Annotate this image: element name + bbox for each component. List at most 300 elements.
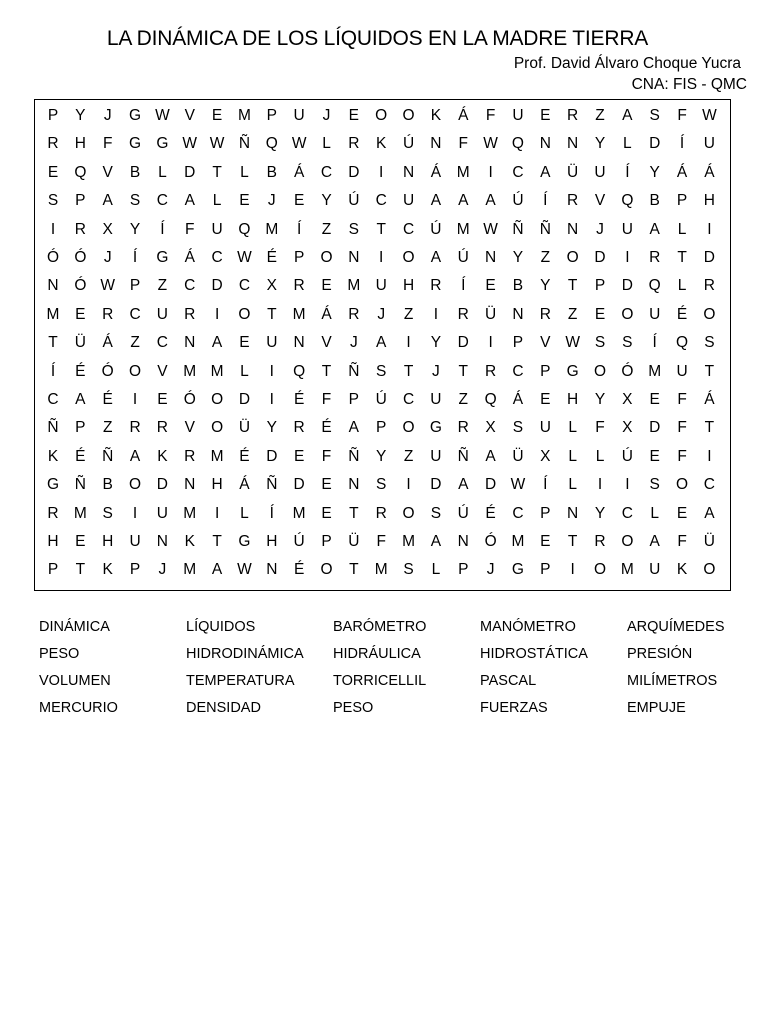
- grid-letter[interactable]: D: [703, 249, 715, 266]
- grid-letter[interactable]: O: [238, 305, 251, 323]
- grid-letter[interactable]: É: [676, 305, 688, 323]
- grid-letter[interactable]: D: [184, 163, 196, 181]
- grid-letter[interactable]: E: [540, 107, 551, 124]
- grid-letter[interactable]: É: [102, 391, 113, 408]
- grid-letter[interactable]: E: [321, 476, 332, 494]
- grid-letter[interactable]: M: [456, 163, 470, 181]
- grid-letter[interactable]: M: [456, 220, 470, 238]
- grid-letter[interactable]: D: [156, 476, 168, 494]
- grid-letter[interactable]: É: [485, 504, 496, 522]
- grid-letter[interactable]: F: [185, 220, 195, 238]
- grid-letter[interactable]: É: [75, 447, 86, 465]
- grid-letter[interactable]: P: [540, 362, 551, 380]
- grid-letter[interactable]: O: [593, 561, 607, 579]
- grid-letter[interactable]: Á: [321, 305, 332, 323]
- grid-letter[interactable]: Ó: [484, 533, 497, 550]
- grid-letter[interactable]: D: [484, 476, 497, 494]
- grid-letter[interactable]: E: [293, 447, 305, 465]
- grid-letter[interactable]: O: [402, 107, 415, 124]
- grid-letter[interactable]: P: [75, 419, 86, 437]
- grid-letter[interactable]: L: [158, 163, 167, 181]
- grid-letter[interactable]: Ñ: [348, 447, 360, 465]
- grid-letter[interactable]: K: [47, 447, 59, 465]
- grid-letter[interactable]: Ó: [183, 391, 196, 408]
- grid-letter[interactable]: S: [47, 192, 59, 210]
- grid-letter[interactable]: R: [594, 533, 606, 550]
- grid-letter[interactable]: O: [402, 504, 415, 522]
- grid-letter[interactable]: R: [539, 305, 551, 323]
- grid-letter[interactable]: A: [184, 192, 195, 210]
- grid-letter[interactable]: Y: [376, 447, 387, 465]
- grid-letter[interactable]: Y: [430, 334, 442, 352]
- grid-letter[interactable]: Z: [567, 305, 578, 323]
- grid-letter[interactable]: D: [430, 476, 442, 494]
- grid-letter[interactable]: I: [132, 391, 138, 408]
- grid-letter[interactable]: Y: [594, 391, 606, 408]
- grid-letter[interactable]: A: [540, 163, 551, 181]
- grid-letter[interactable]: A: [458, 192, 469, 210]
- grid-letter[interactable]: K: [157, 447, 168, 465]
- grid-letter[interactable]: I: [488, 163, 493, 181]
- grid-letter[interactable]: I: [269, 391, 274, 408]
- grid-letter[interactable]: E: [75, 533, 86, 550]
- grid-letter[interactable]: O: [211, 391, 224, 408]
- grid-letter[interactable]: J: [322, 107, 331, 124]
- grid-letter[interactable]: N: [457, 533, 469, 550]
- grid-letter[interactable]: J: [349, 334, 358, 352]
- grid-letter[interactable]: Z: [321, 220, 332, 238]
- grid-letter[interactable]: K: [184, 533, 195, 550]
- grid-letter[interactable]: C: [621, 504, 633, 522]
- grid-letter[interactable]: D: [649, 419, 661, 437]
- grid-letter[interactable]: R: [703, 277, 715, 295]
- grid-letter[interactable]: S: [102, 504, 113, 522]
- grid-letter[interactable]: E: [348, 107, 360, 124]
- grid-letter[interactable]: O: [320, 561, 333, 579]
- grid-letter[interactable]: C: [47, 391, 59, 408]
- grid-letter[interactable]: L: [677, 277, 687, 295]
- grid-letter[interactable]: Q: [265, 135, 278, 153]
- grid-letter[interactable]: G: [129, 135, 142, 153]
- grid-letter[interactable]: G: [429, 419, 442, 437]
- grid-letter[interactable]: R: [430, 277, 442, 295]
- grid-letter[interactable]: É: [266, 249, 277, 266]
- grid-letter[interactable]: S: [376, 362, 387, 380]
- grid-letter[interactable]: U: [402, 192, 415, 210]
- grid-letter[interactable]: B: [129, 163, 141, 181]
- grid-letter[interactable]: U: [129, 533, 141, 550]
- grid-letter[interactable]: P: [47, 561, 59, 579]
- grid-letter[interactable]: Ú: [457, 249, 469, 266]
- grid-letter[interactable]: W: [291, 135, 307, 153]
- grid-letter[interactable]: E: [321, 277, 332, 295]
- grid-letter[interactable]: P: [47, 107, 59, 124]
- grid-letter[interactable]: J: [377, 305, 386, 323]
- grid-letter[interactable]: J: [432, 362, 440, 380]
- grid-letter[interactable]: T: [376, 220, 386, 238]
- grid-letter[interactable]: L: [623, 135, 632, 153]
- grid-letter[interactable]: X: [266, 277, 277, 295]
- grid-letter[interactable]: M: [402, 533, 415, 550]
- grid-letter[interactable]: L: [212, 192, 222, 210]
- grid-letter[interactable]: E: [47, 163, 59, 181]
- grid-letter[interactable]: N: [184, 334, 196, 352]
- grid-letter[interactable]: P: [75, 192, 86, 210]
- grid-letter[interactable]: E: [649, 447, 660, 465]
- grid-letter[interactable]: T: [349, 561, 359, 579]
- grid-letter[interactable]: W: [155, 107, 170, 124]
- grid-letter[interactable]: T: [212, 533, 222, 550]
- grid-letter[interactable]: A: [458, 476, 469, 494]
- grid-letter[interactable]: N: [293, 334, 305, 352]
- grid-letter[interactable]: M: [73, 504, 87, 522]
- grid-letter[interactable]: E: [594, 305, 606, 323]
- grid-letter[interactable]: U: [430, 391, 442, 408]
- grid-letter[interactable]: Í: [543, 476, 548, 494]
- grid-letter[interactable]: G: [511, 561, 524, 579]
- grid-letter[interactable]: D: [621, 277, 633, 295]
- grid-letter[interactable]: P: [321, 533, 332, 550]
- grid-letter[interactable]: P: [293, 249, 305, 266]
- grid-letter[interactable]: D: [266, 447, 278, 465]
- grid-letter[interactable]: Ü: [512, 447, 524, 465]
- grid-letter[interactable]: L: [240, 504, 249, 522]
- grid-letter[interactable]: Q: [511, 135, 524, 153]
- grid-letter[interactable]: Ñ: [457, 447, 469, 465]
- grid-letter[interactable]: U: [430, 447, 442, 465]
- grid-letter[interactable]: P: [376, 419, 387, 437]
- grid-letter[interactable]: U: [512, 107, 524, 124]
- grid-letter[interactable]: T: [458, 362, 468, 380]
- grid-letter[interactable]: É: [293, 391, 305, 408]
- grid-letter[interactable]: O: [402, 419, 415, 437]
- grid-letter[interactable]: C: [375, 192, 387, 210]
- grid-letter[interactable]: R: [129, 419, 141, 437]
- grid-letter[interactable]: Q: [648, 277, 661, 295]
- grid-letter[interactable]: R: [184, 447, 196, 465]
- grid-letter[interactable]: K: [102, 561, 113, 579]
- grid-letter[interactable]: M: [620, 561, 634, 579]
- grid-letter[interactable]: S: [649, 476, 660, 494]
- grid-letter[interactable]: Y: [129, 220, 141, 238]
- grid-letter[interactable]: Ú: [430, 220, 442, 238]
- grid-letter[interactable]: Y: [649, 163, 660, 181]
- grid-letter[interactable]: Y: [266, 419, 277, 437]
- grid-letter[interactable]: Ü: [484, 305, 497, 323]
- grid-letter[interactable]: V: [102, 163, 113, 181]
- grid-letter[interactable]: F: [677, 447, 687, 465]
- grid-letter[interactable]: D: [348, 163, 360, 181]
- grid-letter[interactable]: H: [567, 391, 579, 408]
- grid-letter[interactable]: U: [211, 220, 223, 238]
- grid-letter[interactable]: R: [348, 135, 360, 153]
- grid-letter[interactable]: U: [539, 419, 551, 437]
- grid-letter[interactable]: R: [156, 419, 168, 437]
- grid-letter[interactable]: D: [594, 249, 606, 266]
- grid-letter[interactable]: S: [594, 334, 606, 352]
- grid-letter[interactable]: M: [648, 362, 662, 380]
- grid-letter[interactable]: A: [485, 447, 496, 465]
- grid-letter[interactable]: I: [269, 362, 274, 380]
- grid-letter[interactable]: I: [625, 476, 630, 494]
- grid-letter[interactable]: A: [75, 391, 86, 408]
- grid-letter[interactable]: N: [484, 249, 497, 266]
- grid-letter[interactable]: I: [707, 220, 712, 238]
- grid-letter[interactable]: A: [376, 334, 387, 352]
- grid-letter[interactable]: Á: [102, 334, 113, 352]
- grid-letter[interactable]: U: [375, 277, 387, 295]
- grid-letter[interactable]: N: [47, 277, 59, 295]
- grid-letter[interactable]: G: [156, 135, 169, 153]
- grid-letter[interactable]: B: [102, 476, 113, 494]
- grid-letter[interactable]: Í: [269, 504, 274, 522]
- grid-letter[interactable]: S: [348, 220, 360, 238]
- grid-letter[interactable]: T: [267, 305, 277, 323]
- grid-letter[interactable]: T: [567, 277, 578, 295]
- grid-letter[interactable]: O: [703, 305, 716, 323]
- grid-letter[interactable]: P: [540, 561, 551, 579]
- grid-letter[interactable]: Í: [652, 334, 657, 352]
- grid-letter[interactable]: S: [512, 419, 524, 437]
- grid-letter[interactable]: L: [595, 447, 605, 465]
- grid-letter[interactable]: Q: [621, 192, 634, 210]
- grid-letter[interactable]: E: [540, 533, 551, 550]
- grid-letter[interactable]: R: [102, 305, 114, 323]
- grid-letter[interactable]: W: [182, 135, 198, 153]
- grid-letter[interactable]: P: [540, 504, 551, 522]
- grid-letter[interactable]: W: [209, 135, 225, 153]
- grid-letter[interactable]: B: [512, 277, 524, 295]
- grid-letter[interactable]: G: [238, 533, 251, 550]
- grid-letter[interactable]: I: [132, 504, 138, 522]
- grid-letter[interactable]: F: [321, 391, 332, 408]
- grid-letter[interactable]: C: [129, 305, 141, 323]
- grid-letter[interactable]: Á: [458, 107, 469, 124]
- grid-letter[interactable]: U: [156, 305, 168, 323]
- grid-letter[interactable]: O: [593, 362, 607, 380]
- grid-letter[interactable]: R: [348, 305, 360, 323]
- grid-letter[interactable]: N: [430, 135, 442, 153]
- grid-letter[interactable]: X: [540, 447, 551, 465]
- grid-letter[interactable]: L: [677, 220, 687, 238]
- grid-letter[interactable]: C: [156, 334, 168, 352]
- grid-letter[interactable]: R: [484, 362, 497, 380]
- grid-letter[interactable]: M: [237, 107, 251, 124]
- grid-letter[interactable]: Z: [102, 419, 113, 437]
- grid-letter[interactable]: W: [483, 220, 498, 238]
- grid-letter[interactable]: N: [567, 504, 579, 522]
- grid-letter[interactable]: F: [677, 533, 687, 550]
- grid-letter[interactable]: S: [622, 334, 633, 352]
- grid-letter[interactable]: C: [402, 220, 415, 238]
- grid-letter[interactable]: Ü: [74, 334, 86, 352]
- grid-letter[interactable]: C: [156, 192, 168, 210]
- grid-letter[interactable]: R: [47, 504, 59, 522]
- grid-letter[interactable]: P: [512, 334, 524, 352]
- grid-letter[interactable]: X: [622, 419, 633, 437]
- grid-letter[interactable]: H: [102, 533, 114, 550]
- grid-letter[interactable]: M: [46, 305, 60, 323]
- grid-letter[interactable]: Ú: [402, 135, 415, 153]
- grid-letter[interactable]: F: [458, 135, 468, 153]
- grid-letter[interactable]: U: [621, 220, 633, 238]
- grid-letter[interactable]: M: [292, 305, 306, 323]
- grid-letter[interactable]: M: [265, 220, 279, 238]
- grid-letter[interactable]: Á: [293, 163, 305, 181]
- grid-letter[interactable]: R: [47, 135, 59, 153]
- grid-letter[interactable]: C: [320, 163, 333, 181]
- grid-letter[interactable]: O: [566, 249, 579, 266]
- grid-letter[interactable]: K: [376, 135, 387, 153]
- grid-letter[interactable]: D: [293, 476, 305, 494]
- grid-letter[interactable]: Á: [430, 163, 442, 181]
- grid-letter[interactable]: E: [293, 192, 305, 210]
- grid-letter[interactable]: O: [621, 533, 634, 550]
- grid-letter[interactable]: C: [703, 476, 715, 494]
- grid-letter[interactable]: L: [568, 476, 577, 494]
- grid-letter[interactable]: P: [266, 107, 277, 124]
- grid-letter[interactable]: Z: [130, 334, 140, 352]
- grid-letter[interactable]: Ñ: [512, 220, 524, 238]
- grid-letter[interactable]: E: [239, 334, 250, 352]
- grid-letter[interactable]: I: [488, 334, 493, 352]
- grid-letter[interactable]: Ú: [293, 533, 305, 550]
- grid-letter[interactable]: M: [210, 447, 224, 465]
- grid-letter[interactable]: É: [239, 447, 250, 465]
- grid-letter[interactable]: S: [403, 561, 414, 579]
- grid-letter[interactable]: Ú: [512, 192, 524, 210]
- grid-letter[interactable]: C: [184, 277, 196, 295]
- grid-letter[interactable]: N: [567, 220, 579, 238]
- grid-letter[interactable]: A: [211, 334, 223, 352]
- grid-letter[interactable]: T: [403, 362, 414, 380]
- grid-letter[interactable]: J: [158, 561, 167, 579]
- grid-letter[interactable]: E: [239, 192, 250, 210]
- grid-letter[interactable]: H: [211, 476, 223, 494]
- grid-letter[interactable]: T: [704, 419, 715, 437]
- grid-letter[interactable]: U: [266, 334, 278, 352]
- grid-letter[interactable]: E: [211, 107, 223, 124]
- grid-letter[interactable]: S: [430, 504, 442, 522]
- grid-letter[interactable]: Ü: [348, 533, 360, 550]
- grid-letter[interactable]: H: [402, 277, 415, 295]
- grid-letter[interactable]: W: [100, 277, 115, 295]
- grid-letter[interactable]: F: [677, 391, 687, 408]
- grid-letter[interactable]: R: [184, 305, 196, 323]
- grid-letter[interactable]: M: [183, 362, 197, 380]
- grid-letter[interactable]: R: [74, 220, 86, 238]
- grid-letter[interactable]: G: [566, 362, 579, 380]
- grid-letter[interactable]: U: [649, 561, 661, 579]
- grid-letter[interactable]: A: [622, 107, 633, 124]
- grid-letter[interactable]: W: [702, 107, 717, 124]
- grid-letter[interactable]: H: [703, 192, 715, 210]
- grid-letter[interactable]: A: [485, 192, 496, 210]
- grid-letter[interactable]: Ü: [567, 163, 579, 181]
- grid-letter[interactable]: Z: [403, 447, 414, 465]
- grid-letter[interactable]: I: [379, 163, 384, 181]
- grid-letter[interactable]: P: [594, 277, 606, 295]
- grid-letter[interactable]: E: [485, 277, 496, 295]
- grid-letter[interactable]: S: [376, 476, 387, 494]
- grid-letter[interactable]: C: [512, 504, 524, 522]
- grid-letter[interactable]: J: [103, 249, 112, 266]
- grid-letter[interactable]: Á: [676, 163, 688, 181]
- grid-letter[interactable]: Z: [595, 107, 605, 124]
- grid-letter[interactable]: T: [349, 504, 359, 522]
- grid-letter[interactable]: A: [430, 249, 442, 266]
- grid-letter[interactable]: Ó: [46, 249, 60, 266]
- grid-letter[interactable]: I: [406, 476, 411, 494]
- grid-letter[interactable]: W: [483, 135, 498, 153]
- grid-letter[interactable]: Ó: [101, 362, 114, 380]
- grid-letter[interactable]: I: [214, 504, 220, 522]
- grid-letter[interactable]: N: [567, 135, 579, 153]
- grid-letter[interactable]: C: [238, 277, 251, 295]
- grid-letter[interactable]: Í: [50, 362, 56, 380]
- grid-letter[interactable]: E: [540, 391, 551, 408]
- grid-letter[interactable]: F: [677, 107, 687, 124]
- grid-letter[interactable]: Á: [704, 163, 715, 181]
- grid-letter[interactable]: Ú: [375, 391, 387, 408]
- grid-letter[interactable]: L: [431, 561, 441, 579]
- grid-letter[interactable]: Ü: [238, 419, 251, 437]
- grid-letter[interactable]: C: [211, 249, 223, 266]
- grid-letter[interactable]: O: [375, 107, 388, 124]
- grid-letter[interactable]: Ó: [74, 277, 87, 295]
- grid-letter[interactable]: V: [184, 419, 195, 437]
- grid-letter[interactable]: N: [402, 163, 415, 181]
- grid-letter[interactable]: M: [347, 277, 361, 295]
- grid-letter[interactable]: A: [129, 447, 141, 465]
- grid-letter[interactable]: R: [649, 249, 661, 266]
- grid-letter[interactable]: Í: [132, 249, 138, 266]
- grid-letter[interactable]: Ñ: [539, 220, 551, 238]
- grid-letter[interactable]: S: [704, 334, 715, 352]
- grid-letter[interactable]: R: [457, 419, 469, 437]
- grid-letter[interactable]: G: [129, 107, 142, 124]
- grid-letter[interactable]: L: [568, 447, 577, 465]
- grid-letter[interactable]: N: [348, 249, 360, 266]
- grid-letter[interactable]: Y: [594, 135, 606, 153]
- grid-letter[interactable]: Ñ: [102, 447, 114, 465]
- grid-letter[interactable]: R: [567, 192, 579, 210]
- grid-letter[interactable]: K: [430, 107, 442, 124]
- grid-letter[interactable]: T: [212, 163, 222, 181]
- grid-letter[interactable]: H: [47, 533, 59, 550]
- grid-letter[interactable]: C: [402, 391, 415, 408]
- grid-letter[interactable]: Q: [238, 220, 251, 238]
- grid-letter[interactable]: N: [184, 476, 196, 494]
- grid-letter[interactable]: L: [650, 504, 659, 522]
- grid-letter[interactable]: U: [649, 305, 661, 323]
- grid-letter[interactable]: Ú: [457, 504, 469, 522]
- grid-letter[interactable]: Á: [704, 391, 715, 408]
- grid-letter[interactable]: I: [707, 447, 712, 465]
- grid-letter[interactable]: F: [376, 533, 386, 550]
- grid-letter[interactable]: O: [402, 249, 415, 266]
- grid-letter[interactable]: Í: [296, 220, 302, 238]
- grid-letter[interactable]: B: [649, 192, 660, 210]
- grid-letter[interactable]: I: [214, 305, 220, 323]
- grid-letter[interactable]: Á: [512, 391, 524, 408]
- grid-letter[interactable]: O: [703, 561, 716, 579]
- grid-letter[interactable]: D: [211, 277, 223, 295]
- grid-letter[interactable]: M: [292, 504, 306, 522]
- grid-letter[interactable]: R: [375, 504, 387, 522]
- grid-letter[interactable]: H: [266, 533, 278, 550]
- grid-letter[interactable]: H: [74, 135, 86, 153]
